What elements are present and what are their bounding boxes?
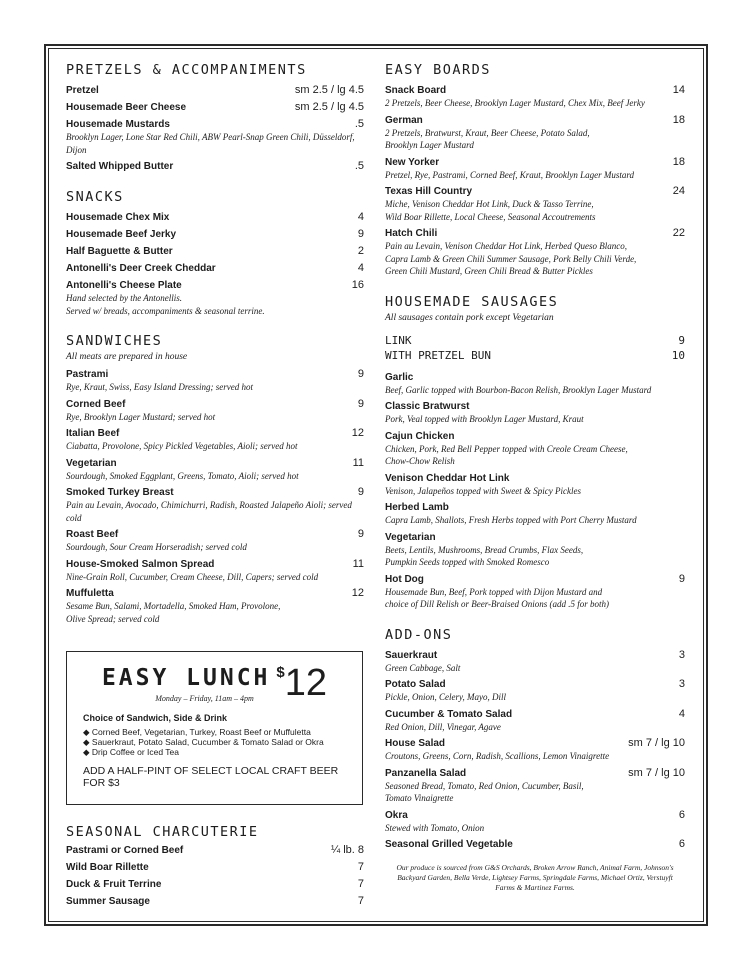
menu-item-row bbox=[66, 844, 364, 857]
item-price: 12 bbox=[351, 587, 364, 599]
item-price: sm 2.5 / lg 4.5 bbox=[294, 84, 364, 96]
menu-item bbox=[66, 895, 364, 908]
menu-item bbox=[66, 279, 364, 317]
item-price: 9 bbox=[357, 368, 364, 380]
menu-item-row bbox=[385, 531, 685, 544]
menu-item-row bbox=[66, 895, 364, 908]
item-description: Beets, Lentils, Mushrooms, Bread Crumbs, Flax Seeds, Pumpkin Seeds topped with Smoked Romesco bbox=[385, 544, 584, 567]
item-price: 11 bbox=[352, 557, 364, 570]
item-description: Nine-Grain Roll, Cucumber, Cream Cheese, Dill, Capers; served cold bbox=[66, 571, 319, 582]
menu-item-row bbox=[66, 878, 364, 891]
item-name: Hatch Chili bbox=[385, 228, 438, 239]
item-price: .5 bbox=[354, 118, 364, 130]
item-description: Housemade Bun, Beef, Pork topped with Dijon Mustard and choice of Dill Relish or Beer-Braised Onions (add .5 for both) bbox=[385, 586, 610, 609]
item-name: Housemade Chex Mix bbox=[66, 212, 170, 223]
item-name: Pastrami or Corned Beef bbox=[66, 845, 184, 856]
item-price: 24 bbox=[672, 185, 685, 197]
menu-item bbox=[385, 472, 685, 498]
menu-item-row bbox=[66, 558, 364, 571]
lunch-options bbox=[83, 727, 346, 757]
item-price: 6 bbox=[678, 808, 685, 821]
item-description: Pain au Levain, Venison Cheddar Hot Link, Herbed Queso Blanco, Capra Lamb & Green Chili Summer Sausage, Pork Belly Chili Verde, Green Chili Mustard, Green Chili Bread & Butter Pickles bbox=[385, 241, 637, 276]
link-price: 9 bbox=[678, 333, 685, 347]
section-note: All sausages contain pork except Vegetarian bbox=[385, 312, 554, 323]
item-description: Stewed with Tomato, Onion bbox=[385, 822, 485, 833]
item-price: ¼ lb. 8 bbox=[330, 844, 364, 856]
bun-price: 10 bbox=[671, 348, 685, 362]
menu-item bbox=[66, 84, 364, 97]
item-description: Seasoned Bread, Tomato, Red Onion, Cucumber, Basil, Tomato Vinaigrette bbox=[385, 780, 584, 803]
section-note: All meats are prepared in house bbox=[66, 352, 188, 362]
item-price: sm 7 / lg 10 bbox=[628, 737, 685, 749]
easy-lunch-box bbox=[66, 651, 363, 805]
menu-item-row bbox=[66, 262, 364, 275]
menu-item bbox=[385, 767, 685, 805]
menu-item bbox=[66, 245, 364, 258]
menu-item bbox=[385, 84, 685, 110]
item-description: Chicken, Pork, Red Bell Pepper topped with Creole Cream Cheese, Chow-Chow Relish bbox=[385, 443, 628, 466]
menu-item bbox=[385, 400, 685, 426]
menu-item bbox=[66, 558, 364, 584]
menu-item-row bbox=[66, 279, 364, 292]
menu-item bbox=[66, 118, 364, 156]
lunch-price: 12 bbox=[284, 662, 328, 704]
section-title: SANDWICHES bbox=[66, 333, 163, 349]
item-price: 9 bbox=[357, 397, 364, 410]
item-list bbox=[385, 371, 685, 611]
item-price: 9 bbox=[357, 486, 364, 498]
item-list bbox=[66, 84, 364, 173]
item-price: 6 bbox=[678, 838, 685, 850]
menu-item bbox=[385, 838, 685, 851]
item-name: Half Baguette & Butter bbox=[66, 246, 173, 257]
menu-item bbox=[66, 878, 364, 891]
menu-item bbox=[66, 398, 364, 424]
item-description: Rye, Kraut, Swiss, Easy Island Dressing; served hot bbox=[66, 382, 253, 392]
bun-price-row bbox=[385, 348, 685, 363]
menu-item bbox=[66, 486, 364, 524]
menu-item bbox=[66, 587, 364, 625]
item-list bbox=[66, 211, 364, 317]
item-price: 12 bbox=[351, 427, 364, 439]
menu-item bbox=[385, 156, 685, 182]
menu-item bbox=[385, 737, 685, 763]
link-price-row bbox=[385, 333, 685, 348]
menu-item bbox=[66, 160, 364, 173]
lunch-choice: Choice of Sandwich, Side & Drink bbox=[83, 713, 228, 723]
item-name: Housemade Beer Cheese bbox=[66, 102, 187, 113]
item-name: Vegetarian bbox=[385, 531, 436, 543]
item-price: 2 bbox=[357, 245, 364, 257]
item-description: Sourdough, Smoked Eggplant, Greens, Tomato, Aioli; served hot bbox=[66, 470, 299, 481]
menu-item-row bbox=[66, 398, 364, 411]
item-description: Green Cabbage, Salt bbox=[385, 662, 461, 673]
menu-item-row bbox=[66, 457, 364, 470]
menu-item-row bbox=[385, 737, 685, 750]
item-price: sm 2.5 / lg 4.5 bbox=[294, 101, 364, 113]
menu-item-row bbox=[385, 156, 685, 169]
item-price: 9 bbox=[678, 572, 685, 585]
section-title: SNACKS bbox=[66, 189, 124, 205]
item-name: Hot Dog bbox=[385, 573, 424, 585]
left-column bbox=[66, 60, 364, 629]
item-list bbox=[385, 649, 685, 852]
item-price: 9 bbox=[357, 228, 364, 240]
menu-item-row bbox=[385, 371, 685, 384]
menu-item-row bbox=[385, 84, 685, 97]
menu-item-row bbox=[385, 185, 685, 198]
item-description: Capra Lamb, Shallots, Fresh Herbs topped with Port Cherry Mustard bbox=[385, 515, 637, 525]
item-description: 2 Pretzels, Bratwurst, Kraut, Beer Cheese, Potato Salad, Brooklyn Lager Mustard bbox=[385, 127, 590, 150]
item-name: Texas Hill Country bbox=[385, 186, 473, 197]
item-name: Venison Cheddar Hot Link bbox=[385, 472, 510, 484]
item-description: Pork, Veal topped with Brooklyn Lager Mustard, Kraut bbox=[385, 414, 584, 424]
menu-item bbox=[66, 262, 364, 275]
menu-item bbox=[66, 457, 364, 483]
menu-item bbox=[385, 531, 685, 569]
item-price: 11 bbox=[352, 456, 364, 469]
menu-item-row bbox=[385, 227, 685, 240]
item-name: Muffuletta bbox=[66, 588, 114, 599]
item-price: 3 bbox=[678, 648, 685, 661]
menu-item bbox=[385, 430, 685, 468]
item-description: Ciabatta, Provolone, Spicy Pickled Vegetables, Aioli; served hot bbox=[66, 441, 298, 451]
menu-item bbox=[66, 861, 364, 874]
pretzels-section bbox=[66, 60, 364, 173]
item-name: House Salad bbox=[385, 738, 446, 749]
item-name: Herbed Lamb bbox=[385, 502, 449, 513]
menu-item bbox=[66, 528, 364, 554]
item-name: Corned Beef bbox=[66, 398, 126, 410]
item-description: Venison, Jalapeños topped with Sweet & Spicy Pickles bbox=[385, 485, 581, 496]
item-list bbox=[66, 844, 364, 908]
menu-item-row bbox=[385, 114, 685, 127]
item-description: Sesame Bun, Salami, Mortadella, Smoked Ham, Provolone, Olive Spread; served cold bbox=[66, 601, 281, 624]
item-price: 18 bbox=[672, 155, 685, 168]
menu-item bbox=[385, 227, 685, 278]
item-name: Roast Beef bbox=[66, 529, 119, 540]
item-name: Italian Beef bbox=[66, 428, 120, 439]
bun-label: WITH PRETZEL BUN bbox=[385, 348, 491, 362]
item-name: Seasonal Grilled Vegetable bbox=[385, 839, 513, 850]
section-title: HOUSEMADE SAUSAGES bbox=[385, 293, 559, 310]
item-name: Wild Boar Rillette bbox=[66, 862, 149, 873]
menu-item bbox=[385, 371, 685, 397]
item-price: sm 7 / lg 10 bbox=[628, 766, 685, 779]
menu-item-row bbox=[66, 427, 364, 440]
item-price: 7 bbox=[357, 878, 364, 890]
sausages-section bbox=[385, 292, 685, 611]
menu-item-row bbox=[66, 84, 364, 97]
addons-section bbox=[385, 625, 685, 894]
item-price: 4 bbox=[678, 707, 685, 720]
menu-item bbox=[66, 427, 364, 453]
item-list bbox=[66, 368, 364, 625]
menu-item-row bbox=[385, 649, 685, 662]
lunch-dollar-sign: $ bbox=[276, 664, 285, 681]
item-description: Rye, Brooklyn Lager Mustard; served hot bbox=[66, 411, 216, 422]
item-name: Snack Board bbox=[385, 85, 447, 96]
item-name: Cajun Chicken bbox=[385, 430, 455, 442]
menu-item bbox=[66, 101, 364, 114]
menu-item-row bbox=[66, 211, 364, 224]
menu-item-row bbox=[385, 678, 685, 691]
menu-item bbox=[385, 114, 685, 152]
item-list bbox=[385, 84, 685, 278]
item-description: Pickle, Onion, Celery, Mayo, Dill bbox=[385, 692, 506, 702]
item-name: Okra bbox=[385, 809, 408, 821]
charcuterie-column bbox=[66, 822, 364, 912]
item-description: Beef, Garlic topped with Bourbon-Bacon Relish, Brooklyn Lager Mustard bbox=[385, 384, 652, 395]
item-name: German bbox=[385, 114, 423, 126]
item-name: Sauerkraut bbox=[385, 649, 438, 661]
item-name: Salted Whipped Butter bbox=[66, 161, 174, 172]
item-name: Housemade Beef Jerky bbox=[66, 229, 177, 240]
menu-item bbox=[66, 368, 364, 394]
menu-item-row bbox=[385, 838, 685, 851]
menu-item-row bbox=[66, 228, 364, 241]
menu-item-row bbox=[66, 245, 364, 258]
item-price: 7 bbox=[357, 895, 364, 907]
menu-item-row bbox=[66, 101, 364, 114]
menu-item bbox=[385, 649, 685, 675]
item-description: Pain au Levain, Avocado, Chimichurri, Radish, Roasted Jalapeño Aioli; served cold bbox=[66, 500, 352, 523]
menu-item-row bbox=[385, 809, 685, 822]
item-price: 3 bbox=[678, 678, 685, 690]
item-name: Housemade Mustards bbox=[66, 119, 170, 130]
menu-item-row bbox=[66, 861, 364, 874]
menu-item-row bbox=[385, 501, 685, 514]
item-name: Antonelli's Deer Creek Cheddar bbox=[66, 263, 216, 274]
item-description: Croutons, Greens, Corn, Radish, Scallions, Lemon Vinaigrette bbox=[385, 751, 610, 761]
lunch-option: ◆ Corned Beef, Vegetarian, Turkey, Roast Beef or Muffuletta bbox=[83, 727, 311, 737]
section-title: SEASONAL CHARCUTERIE bbox=[66, 824, 259, 840]
section-title: EASY BOARDS bbox=[385, 62, 491, 78]
section-title: ADD-ONS bbox=[385, 626, 453, 643]
item-price: 4 bbox=[357, 262, 364, 274]
boards-section bbox=[385, 60, 685, 278]
item-name: Smoked Turkey Breast bbox=[66, 487, 174, 498]
menu-item bbox=[385, 185, 685, 223]
menu-item bbox=[66, 211, 364, 224]
item-description: Sourdough, Sour Cream Horseradish; served cold bbox=[66, 542, 247, 552]
menu-item-row bbox=[385, 430, 685, 443]
menu-item-row bbox=[385, 400, 685, 413]
menu-item-row bbox=[66, 368, 364, 381]
item-name: New Yorker bbox=[385, 156, 440, 168]
item-price: 16 bbox=[351, 279, 364, 291]
item-description: Pretzel, Rye, Pastrami, Corned Beef, Kraut, Brooklyn Lager Mustard bbox=[385, 169, 635, 180]
lunch-option: ◆ Sauerkraut, Potato Salad, Cucumber & Tomato Salad or Okra bbox=[83, 737, 324, 747]
item-name: Summer Sausage bbox=[66, 896, 150, 907]
produce-footnote: Our produce is sourced from G&S Orchards, Broken Arrow Ranch, Animal Farm, Johnson's Backyard Garden, Bella Verde, Lightsey Farms, Springdale Farms, Michael Ortiz, Verstuyft Farms & Martinez Farms. bbox=[396, 863, 674, 892]
menu-item-row bbox=[66, 528, 364, 541]
item-name: Potato Salad bbox=[385, 679, 446, 690]
item-price: 14 bbox=[672, 84, 685, 96]
item-name: Vegetarian bbox=[66, 457, 117, 469]
charcuterie-section bbox=[66, 822, 364, 908]
menu-item-row bbox=[66, 118, 364, 131]
menu-item-row bbox=[385, 472, 685, 485]
menu-item bbox=[385, 678, 685, 704]
item-name: Pastrami bbox=[66, 369, 109, 380]
menu-item-row bbox=[66, 587, 364, 600]
right-column bbox=[385, 60, 685, 893]
menu-item bbox=[385, 573, 685, 611]
item-name: Classic Bratwurst bbox=[385, 401, 470, 412]
item-price: .5 bbox=[354, 160, 364, 172]
lunch-heading: EASY LUNCH bbox=[101, 665, 271, 691]
lunch-hours: Monday – Friday, 11am – 4pm bbox=[155, 694, 254, 703]
menu-item-row bbox=[385, 573, 685, 586]
menu-item bbox=[66, 844, 364, 857]
item-price: 7 bbox=[357, 861, 364, 873]
sandwiches-section bbox=[66, 331, 364, 625]
item-name: Panzanella Salad bbox=[385, 767, 467, 779]
menu-item bbox=[385, 708, 685, 734]
lunch-option: ◆ Drip Coffee or Iced Tea bbox=[83, 747, 179, 757]
item-price: 4 bbox=[357, 211, 364, 223]
menu-item-row bbox=[66, 486, 364, 499]
item-description: Red Onion, Dill, Vinegar, Agave bbox=[385, 721, 501, 732]
item-price: 9 bbox=[357, 528, 364, 540]
item-description: Miche, Venison Cheddar Hot Link, Duck & Tasso Terrine, Wild Boar Rillette, Local Cheese, Seasonal Accoutrements bbox=[385, 199, 596, 222]
item-description: 2 Pretzels, Beer Cheese, Brooklyn Lager Mustard, Chex Mix, Beef Jerky bbox=[385, 98, 645, 108]
snacks-section bbox=[66, 187, 364, 317]
item-description: Brooklyn Lager, Lone Star Red Chili, ABW Pearl-Snap Green Chili, Düsseldorf, Dijon bbox=[66, 132, 355, 155]
menu-item-row bbox=[385, 708, 685, 721]
item-description: Hand selected by the Antonellis. Served w/ breads, accompaniments & seasonal terrine. bbox=[66, 293, 265, 316]
item-name: Antonelli's Cheese Plate bbox=[66, 280, 182, 291]
link-label: LINK bbox=[385, 333, 412, 347]
lunch-beer-offer: ADD A HALF-PINT OF SELECT LOCAL CRAFT BEER FOR $3 bbox=[83, 765, 339, 789]
section-title: PRETZELS & ACCOMPANIMENTS bbox=[66, 62, 307, 78]
item-name: Garlic bbox=[385, 371, 414, 383]
menu-item bbox=[385, 809, 685, 835]
item-price: 18 bbox=[672, 113, 685, 126]
item-name: Duck & Fruit Terrine bbox=[66, 879, 162, 890]
menu-item-row bbox=[66, 160, 364, 173]
menu-item bbox=[66, 228, 364, 241]
item-name: House-Smoked Salmon Spread bbox=[66, 558, 215, 570]
item-name: Pretzel bbox=[66, 85, 99, 96]
menu-item-row bbox=[385, 767, 685, 780]
item-name: Cucumber & Tomato Salad bbox=[385, 708, 513, 720]
item-price: 22 bbox=[672, 227, 685, 239]
menu-item bbox=[385, 501, 685, 527]
